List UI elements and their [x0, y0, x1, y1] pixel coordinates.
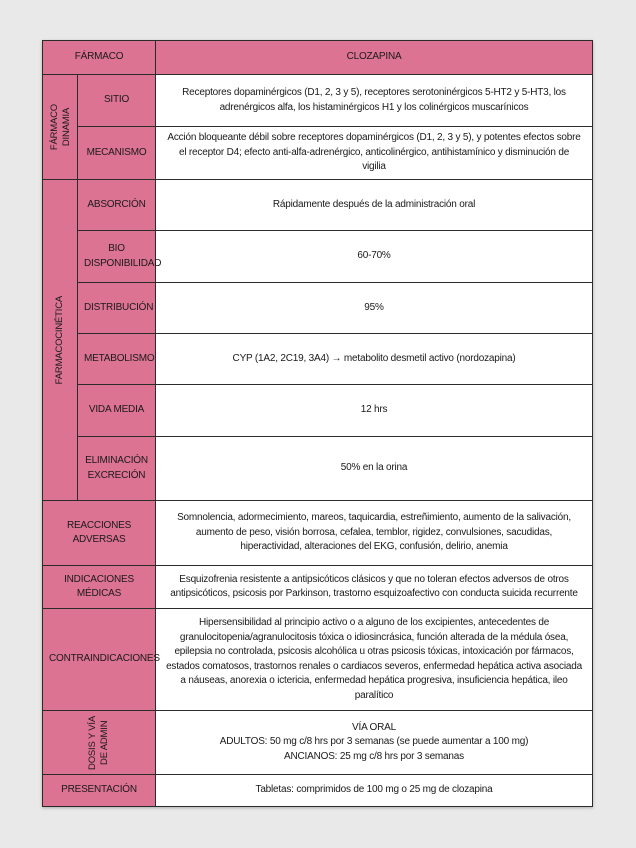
dosis-label: DOSIS Y VÍA DE ADMIN — [87, 715, 110, 770]
dosis-via: VÍA ORAL — [352, 721, 396, 733]
contraindicaciones-value: Hipersensibilidad al principio activo o a alguno de los excipientes, antecedentes de granulocitopenia/agranulocitosis tóxica o idiosincrásica, función alterada de la médula ósea, epilepsia no controlada, psicosis alcohólica u otras psicosis tóxicas, intoxicación por fármacos, estados comatosos, trastornos renales o cardiacos severos, enfermedad hepática activa asociada a náuseas, anorexia o ictericia, enfermedad hepática progresiva, insuficiencia hepática, ileo paralítico — [156, 609, 593, 711]
sitio-label: SITIO — [78, 75, 156, 127]
farmaco-label: FÁRMACO — [43, 41, 156, 75]
dosis-label-cell — [43, 711, 156, 775]
indicaciones-value: Esquizofrenia resistente a antipsicóticos clásicos y que no toleran efectos adversos de otros antipsicóticos, psicosis por Parkinson, trastorno esquizoafectivo con conducta suicida recurrente — [156, 566, 593, 609]
drug-sheet — [42, 40, 593, 807]
distribucion-label: DISTRIBUCIÓN — [78, 283, 156, 334]
biodisponibilidad-row — [43, 231, 593, 283]
vida-media-value: 12 hrs — [156, 385, 593, 437]
dosis-row — [43, 711, 593, 775]
metabolismo-row — [43, 334, 593, 385]
biodisponibilidad-value: 60-70% — [156, 231, 593, 283]
farmacodinamia-label: FÁRMACO DINAMIA — [49, 103, 72, 151]
metabolismo-label: METABOLISMO — [78, 334, 156, 385]
presentacion-value: Tabletas: comprimidos de 100 mg o 25 mg de clozapina — [156, 775, 593, 807]
mecanismo-value: Acción bloqueante débil sobre receptores dopaminérgicos (D1, 2, 3 y 5), y potentes efectos sobre el receptor D4; efecto anti-alfa-adrenérgico, anticolinérgico, antihistamínico y disminución de vigilia — [156, 127, 593, 180]
mecanismo-label: MECANISMO — [78, 127, 156, 180]
farmacocinetica-label: FARMACOCINÉTICA — [54, 295, 66, 385]
presentacion-row — [43, 775, 593, 807]
biodisponibilidad-label: BIO DISPONIBILIDAD — [78, 231, 156, 283]
eliminacion-value: 50% en la orina — [156, 437, 593, 501]
eliminacion-label: ELIMINACIÓN EXCRECIÓN — [78, 437, 156, 501]
indicaciones-label: INDICACIONES MÉDICAS — [43, 566, 156, 609]
farmacodinamia-label-cell — [43, 75, 78, 180]
contraindicaciones-row — [43, 609, 593, 711]
dosis-value — [156, 711, 593, 775]
absorcion-row — [43, 180, 593, 231]
vida-media-label: VIDA MEDIA — [78, 385, 156, 437]
contraindicaciones-label: CONTRAINDICACIONES — [43, 609, 156, 711]
distribucion-row — [43, 283, 593, 334]
mecanismo-row — [43, 127, 593, 180]
reacciones-row — [43, 501, 593, 566]
indicaciones-row — [43, 566, 593, 609]
header-row — [43, 41, 593, 75]
sitio-value: Receptores dopaminérgicos (D1, 2, 3 y 5), receptores serotoninérgicos 5-HT2 y 5-HT3, los adrenérgicos alfa, los histaminérgicos H1 y los colinérgicos muscarínicos — [156, 75, 593, 127]
drug-table — [42, 40, 593, 807]
absorcion-label: ABSORCIÓN — [78, 180, 156, 231]
dosis-ancianos: ANCIANOS: 25 mg c/8 hrs por 3 semanas — [284, 750, 464, 762]
farmacocinetica-label-cell — [43, 180, 78, 501]
presentacion-label: PRESENTACIÓN — [43, 775, 156, 807]
reacciones-value: Somnolencia, adormecimiento, mareos, taquicardia, estreñimiento, aumento de la salivación, aumento de peso, visión borrosa, cefalea, temblor, rigidez, convulsiones, sacudidas, hiperactividad, alteraciones del EKG, confusión, delirio, anemia — [156, 501, 593, 566]
dosis-adultos: ADULTOS: 50 mg c/8 hrs por 3 semanas (se puede aumentar a 100 mg) — [219, 736, 529, 748]
metabolismo-value: CYP (1A2, 2C19, 3A4) → metabolito desmetil activo (nordozapina) — [156, 334, 593, 385]
distribucion-value: 95% — [156, 283, 593, 334]
absorcion-value: Rápidamente después de la administración oral — [156, 180, 593, 231]
vida-media-row — [43, 385, 593, 437]
reacciones-label: REACCIONES ADVERSAS — [43, 501, 156, 566]
eliminacion-row — [43, 437, 593, 501]
sitio-row — [43, 75, 593, 127]
drug-name: CLOZAPINA — [156, 41, 593, 75]
